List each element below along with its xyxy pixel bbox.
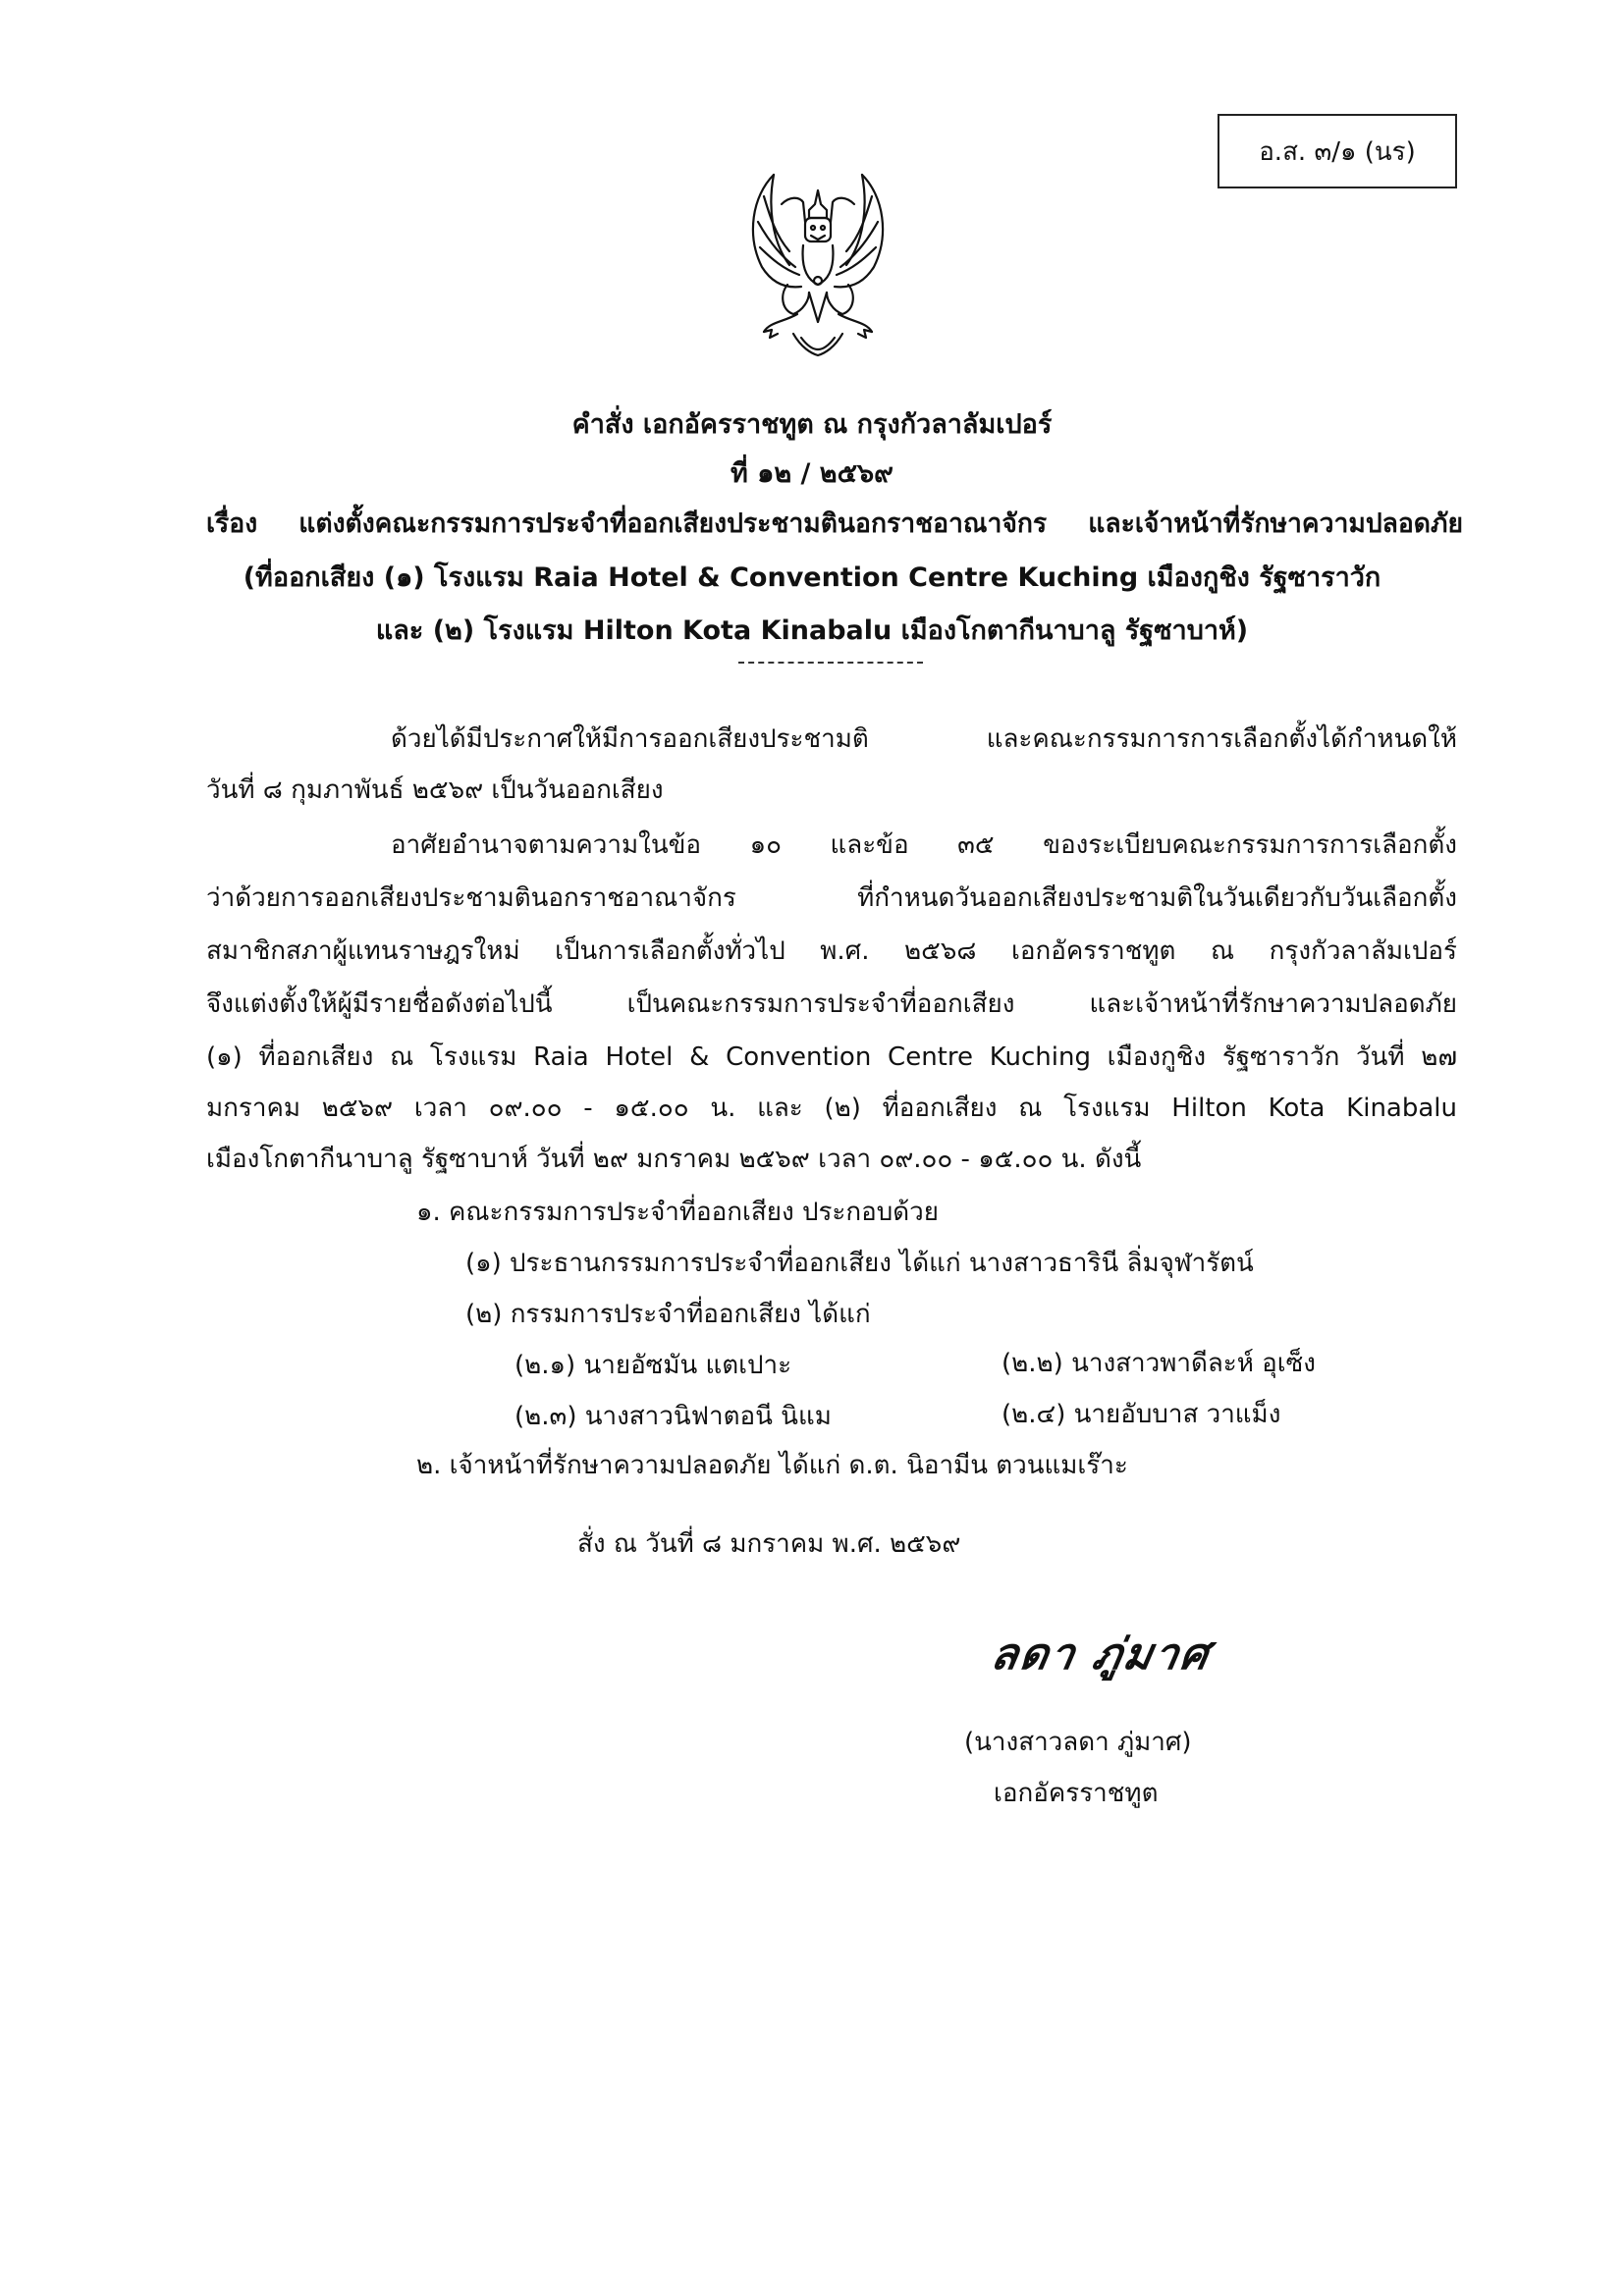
header-divider bbox=[738, 662, 923, 664]
form-code: อ.ส. ๓/๑ (นร) bbox=[1259, 136, 1416, 167]
member-2-4: (๒.๔) นายอับบาส วาแม็ง bbox=[1001, 1400, 1281, 1429]
order-number: ที่ ๑๒ / ๒๕๖๙ bbox=[731, 458, 893, 489]
item1-heading: ๑. คณะกรรมการประจำที่ออกเสียง ประกอบด้วย bbox=[416, 1198, 939, 1227]
para1-line2: วันที่ ๘ กุมภาพันธ์ ๒๕๖๙ เป็นวันออกเสียง bbox=[206, 775, 664, 805]
para2-line1: อาศัยอำนาจตามความในข้อ ๑๐ และข้อ ๓๕ ของระเบียบคณะกรรมการการเลือกตั้ง bbox=[391, 830, 1457, 860]
para2-line4: จึงแต่งตั้งให้ผู้มีรายชื่อดังต่อไปนี้ เป็นคณะกรรมการประจำที่ออกเสียง และเจ้าหน้าที่รักษาความปลอดภัย bbox=[206, 989, 1457, 1019]
para2-line5: (๑) ที่ออกเสียง ณ โรงแรม Raia Hotel & Convention Centre Kuching เมืองกูชิง รัฐซาราวัก วันที่ ๒๗ bbox=[206, 1042, 1457, 1072]
member-2-1: (๒.๑) นายอัซมัน แตเปาะ bbox=[514, 1351, 792, 1380]
para2-line3: สมาชิกสภาผู้แทนราษฎรใหม่ เป็นการเลือกตั้งทั่วไป พ.ศ. ๒๕๖๘ เอกอัครราชทูต ณ กรุงกัวลาลัมเปอร์ bbox=[206, 936, 1457, 966]
para2-line2: ว่าด้วยการออกเสียงประชามตินอกราชอาณาจักร ที่กำหนดวันออกเสียงประชามติในวันเดียวกับวันเลือกตั้ง bbox=[206, 883, 1457, 913]
order-title: คำสั่ง เอกอัครราชทูต ณ กรุงกัวลาลัมเปอร์ bbox=[571, 409, 1053, 440]
subject-line-3: และ (๒) โรงแรม Hilton Kota Kinabalu เมืองโกตากีนาบาลู รัฐซาบาห์) bbox=[375, 615, 1249, 646]
form-code-box bbox=[1218, 114, 1457, 188]
signature: ลดา ภู่มาศ bbox=[987, 1629, 1215, 1680]
item1-chairperson: (๑) ประธานกรรมการประจำที่ออกเสียง ได้แก่ นางสาวธารินี ลิ่มจุฬารัตน์ bbox=[465, 1249, 1254, 1278]
para1-line1: ด้วยได้มีประกาศให้มีการออกเสียงประชามติ และคณะกรรมการการเลือกตั้งได้กำหนดให้ bbox=[391, 724, 1457, 754]
para2-line7: เมืองโกตากีนาบาลู รัฐซาบาห์ วันที่ ๒๙ มกราคม ๒๕๖๙ เวลา ๐๙.๐๐ - ๑๕.๐๐ น. ดังนี้ bbox=[206, 1145, 1142, 1174]
garuda-emblem-icon bbox=[725, 157, 911, 363]
subject-line-1: เรื่อง แต่งตั้งคณะกรรมการประจำที่ออกเสียงประชามตินอกราชอาณาจักร และเจ้าหน้าที่รักษาความปลอดภัย bbox=[206, 508, 1463, 539]
order-date: สั่ง ณ วันที่ ๘ มกราคม พ.ศ. ๒๕๖๙ bbox=[577, 1529, 961, 1559]
member-2-2: (๒.๒) นางสาวพาดีละห์ อุเซ็ง bbox=[1001, 1349, 1316, 1378]
subject-line-2: (ที่ออกเสียง (๑) โรงแรม Raia Hotel & Convention Centre Kuching เมืองกูชิง รัฐซาราวัก bbox=[243, 562, 1381, 593]
signer-title: เอกอัครราชทูต bbox=[994, 1779, 1159, 1808]
item1-members-heading: (๒) กรรมการประจำที่ออกเสียง ได้แก่ bbox=[465, 1300, 871, 1329]
para2-line6: มกราคม ๒๕๖๙ เวลา ๐๙.๐๐ - ๑๕.๐๐ น. และ (๒) ที่ออกเสียง ณ โรงแรม Hilton Kota Kinabalu bbox=[206, 1094, 1457, 1123]
signer-name: (นางสาวลดา ภู่มาศ) bbox=[964, 1728, 1192, 1757]
member-2-3: (๒.๓) นางสาวนิฟาตอนี นิแม bbox=[514, 1402, 832, 1431]
item2-security-officer: ๒. เจ้าหน้าที่รักษาความปลอดภัย ได้แก่ ด.ต. นิอามีน ตวนแมเร๊าะ bbox=[416, 1451, 1128, 1480]
